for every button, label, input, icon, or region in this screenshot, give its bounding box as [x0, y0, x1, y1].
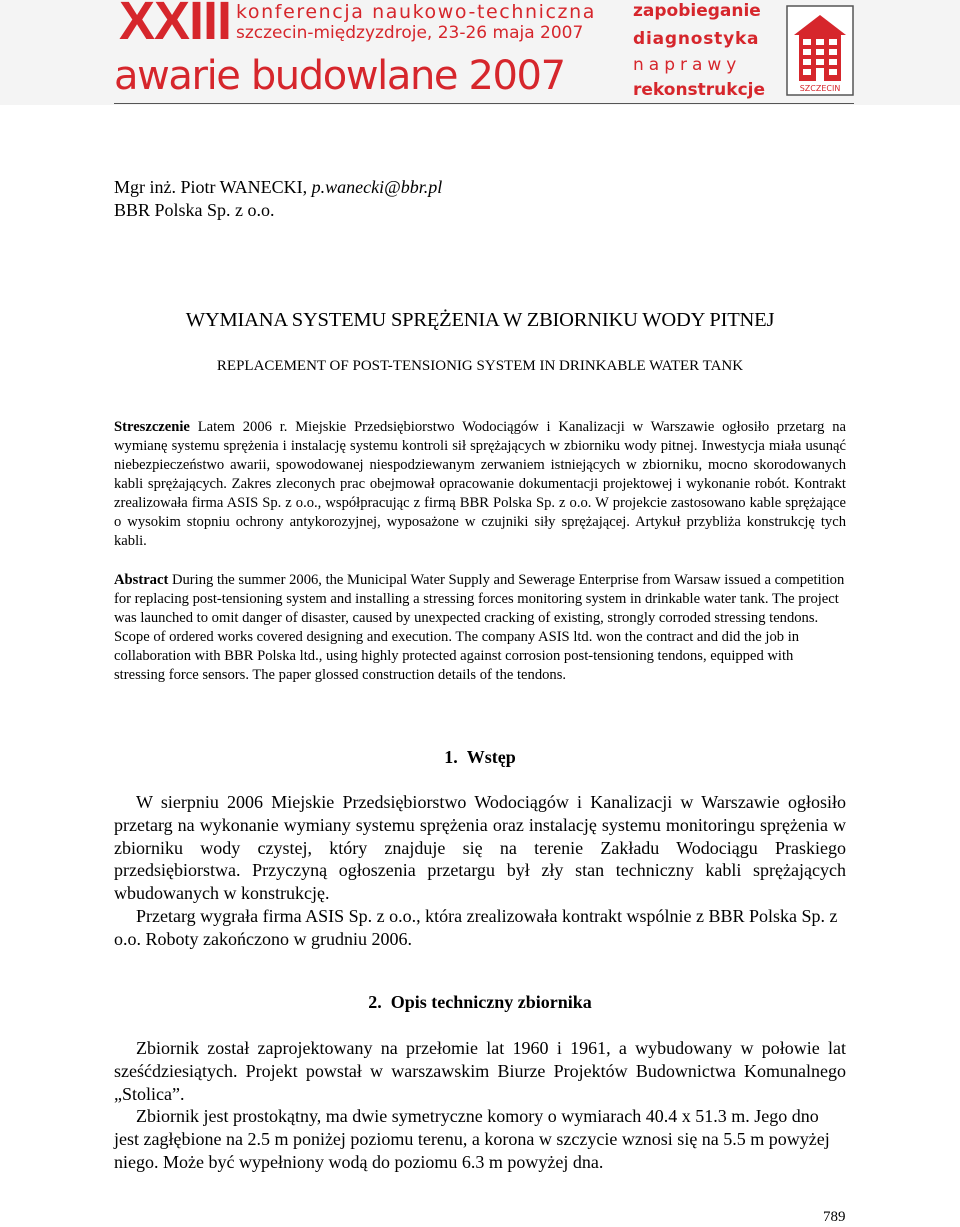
edition-number: XXIII — [119, 0, 232, 51]
conference-location-date: szczecin-międzyzdroje, 23-26 maja 2007 — [236, 23, 584, 43]
author-block — [114, 176, 442, 222]
abstract-label: Streszczenie — [114, 419, 190, 435]
topic-item: rekonstrukcje — [633, 80, 766, 100]
author-name: Mgr inż. Piotr WANECKI, — [114, 177, 312, 197]
conference-title: awarie budowlane 2007 — [114, 53, 565, 99]
paper-title: WYMIANA SYSTEMU SPRĘŻENIA W ZBIORNIKU WODY PITNEJ — [185, 309, 775, 331]
conference-name: konferencja naukowo-techniczna — [236, 1, 597, 23]
topic-item: naprawy — [633, 55, 742, 75]
logo-label: SZCZECIN — [799, 84, 841, 93]
paper-title-english: REPLACEMENT OF POST-TENSIONIG SYSTEM IN DRINKABLE WATER TANK — [216, 358, 744, 374]
paragraph: Zbiornik jest prostokątny, ma dwie symetryczne komory o wymiarach 40.4 x 51.3 m. Jego dno jest zagłębione na 2.5 m poniżej poziomu terenu, a korona w szczycie wznosi się na 5.5 m powyżej niego. Może być wypełniony wodą do poziomu 6.3 m powyżej dna. — [114, 1106, 830, 1172]
paragraph: Przetarg wygrała firma ASIS Sp. z o.o., która zrealizowała kontrakt wspólnie z BBR Polska Sp. z o.o. Roboty zakończono w grudniu 2006. — [114, 905, 838, 949]
abstract-label: Abstract — [114, 572, 169, 588]
section-body — [114, 1037, 846, 1174]
abstract-text: Latem 2006 r. Miejskie Przedsiębiorstwo Wodociągów i Kanalizacji w Warszawie ogłosiło przetarg na wymianę systemu sprężenia i instalację systemu kontroli sił sprężających w zbiorniku wody pitnej. Inwestycja miała usunąć niebezpieczeństwo awarii, spowodowanej niespodziewanym zerwaniem istniejących w zbiorniku, mocno skorodowanych kabli sprężających. Zakres zleconych prac obejmował opracowanie dokumentacji projektowej i wykonanie robót. Kontrakt zrealizowała firma ASIS Sp. z o.o., współpracując z firmą BBR Polska Sp. z o.o. W projekcie zastosowano kable sprężające o wysokim stopniu ochrony antykorozyjnej, wyposażone w czujniki siły sprężającej. Artykuł przybliża konstrukcję tych kabli. — [114, 419, 846, 549]
page-number: 789 — [823, 1209, 846, 1225]
header-divider — [114, 103, 854, 104]
abstract-english — [114, 571, 846, 685]
paragraph: Zbiornik został zaprojektowany na przełomie lat 1960 i 1961, a wybudowany w połowie lat sześćdziesiątych. Projekt powstał w warszawskim Biurze Projektów Budownictwa Komunalnego „Stolica”. — [114, 1038, 846, 1104]
section-heading — [0, 992, 960, 1013]
topic-item: zapobieganie — [633, 1, 761, 21]
abstract-polish — [114, 418, 846, 551]
author-line — [114, 176, 442, 199]
building-logo-icon — [786, 5, 854, 96]
topic-item: diagnostyka — [633, 29, 760, 49]
szczecin-logo — [786, 5, 854, 96]
author-company: BBR Polska Sp. z o.o. — [114, 200, 275, 220]
section-number: 1. — [444, 747, 458, 767]
author-email[interactable]: p.wanecki@bbr.pl — [311, 177, 443, 197]
section-title: Wstęp — [466, 747, 516, 767]
section-number: 2. — [368, 992, 382, 1012]
section-title: Opis techniczny zbiornika — [390, 992, 592, 1012]
section-body — [114, 791, 846, 951]
conference-header — [0, 0, 960, 105]
section-heading — [0, 747, 960, 768]
paragraph: W sierpniu 2006 Miejskie Przedsiębiorstwo Wodociągów i Kanalizacji w Warszawie ogłosiło przetarg na wykonanie wymiany systemu sprężenia oraz instalację systemu monitoringu sprężenia w zbiorniku wody czystej, który znajduje się na terenie Zakładu Wodociągu Praskiego przedsiębiorstwa. Przyczyną ogłoszenia przetargu był zły stan techniczny kabli sprężających wbudowanych w konstrukcję. — [114, 792, 846, 904]
abstract-text: During the summer 2006, the Municipal Water Supply and Sewerage Enterprise from Warsaw issued a competition for replacing post-tensioning system and installing a stressing forces monitoring system in drinkable water tank. The project was launched to omit danger of disaster, caused by unexpected cracking of existing, strongly corroded stressing tendons. Scope of ordered works covered designing and execution. The company ASIS ltd. won the contract and did the job in collaboration with BBR Polska ltd., using highly protected against corrosion post-tensioning tendons, equipped with stressing force sensors. The paper glossed construction details of the tendons. — [114, 572, 845, 683]
